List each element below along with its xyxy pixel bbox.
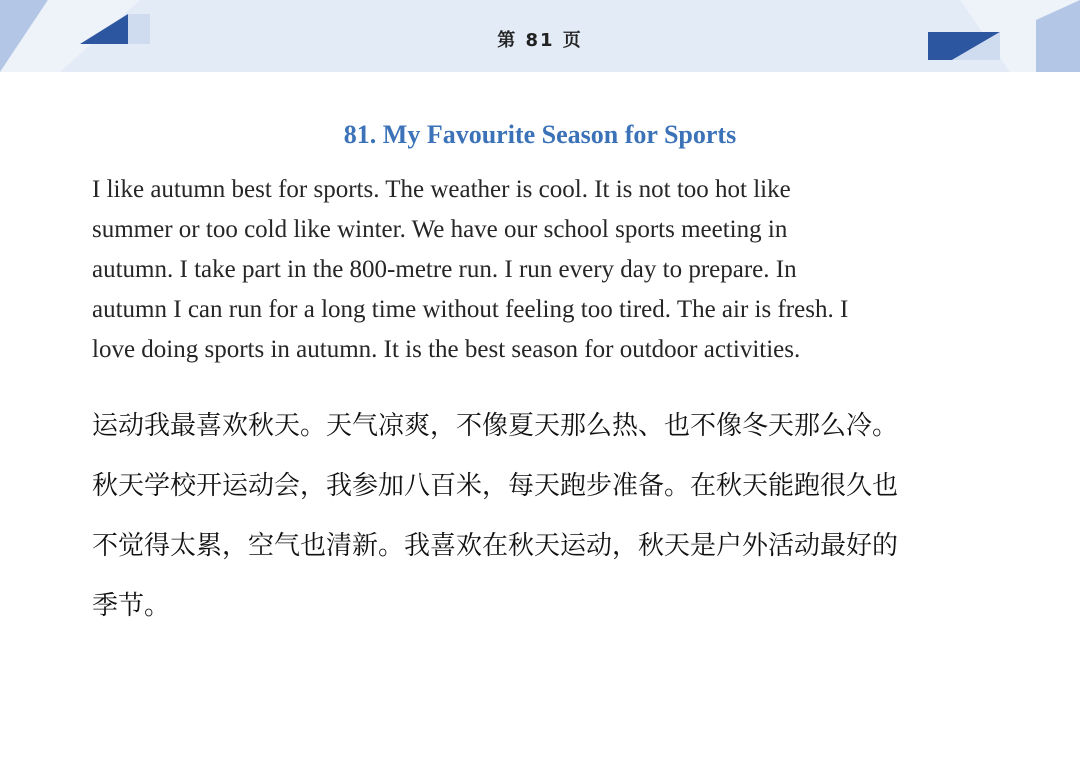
page-header [0, 0, 1080, 76]
english-line: summer or too cold like winter. We have our school sports meeting in [92, 216, 788, 243]
english-line: autumn I can run for a long time without feeling too tired. The air is fresh. I [92, 296, 849, 323]
chinese-paragraph [92, 396, 1032, 636]
article-title: 81. My Favourite Season for Sports [343, 120, 737, 149]
english-line: autumn. I take part in the 800-metre run. I run every day to prepare. In [92, 256, 797, 283]
english-paragraph [92, 170, 992, 370]
chinese-line: 季节。 [92, 591, 171, 621]
english-line: I like autumn best for sports. The weather is cool. It is not too hot like [92, 176, 791, 203]
chinese-line: 运动我最喜欢秋天。天气凉爽，不像夏天那么热、也不像冬天那么冷。 [92, 411, 899, 441]
chinese-line: 秋天学校开运动会，我参加八百米，每天跑步准备。在秋天能跑很久也 [92, 471, 899, 501]
english-line: love doing sports in autumn. It is the best season for outdoor activities. [92, 336, 801, 363]
chinese-line: 不觉得太累，空气也清新。我喜欢在秋天运动，秋天是户外活动最好的 [92, 531, 899, 561]
page-number: 第 81 页 [497, 30, 583, 51]
